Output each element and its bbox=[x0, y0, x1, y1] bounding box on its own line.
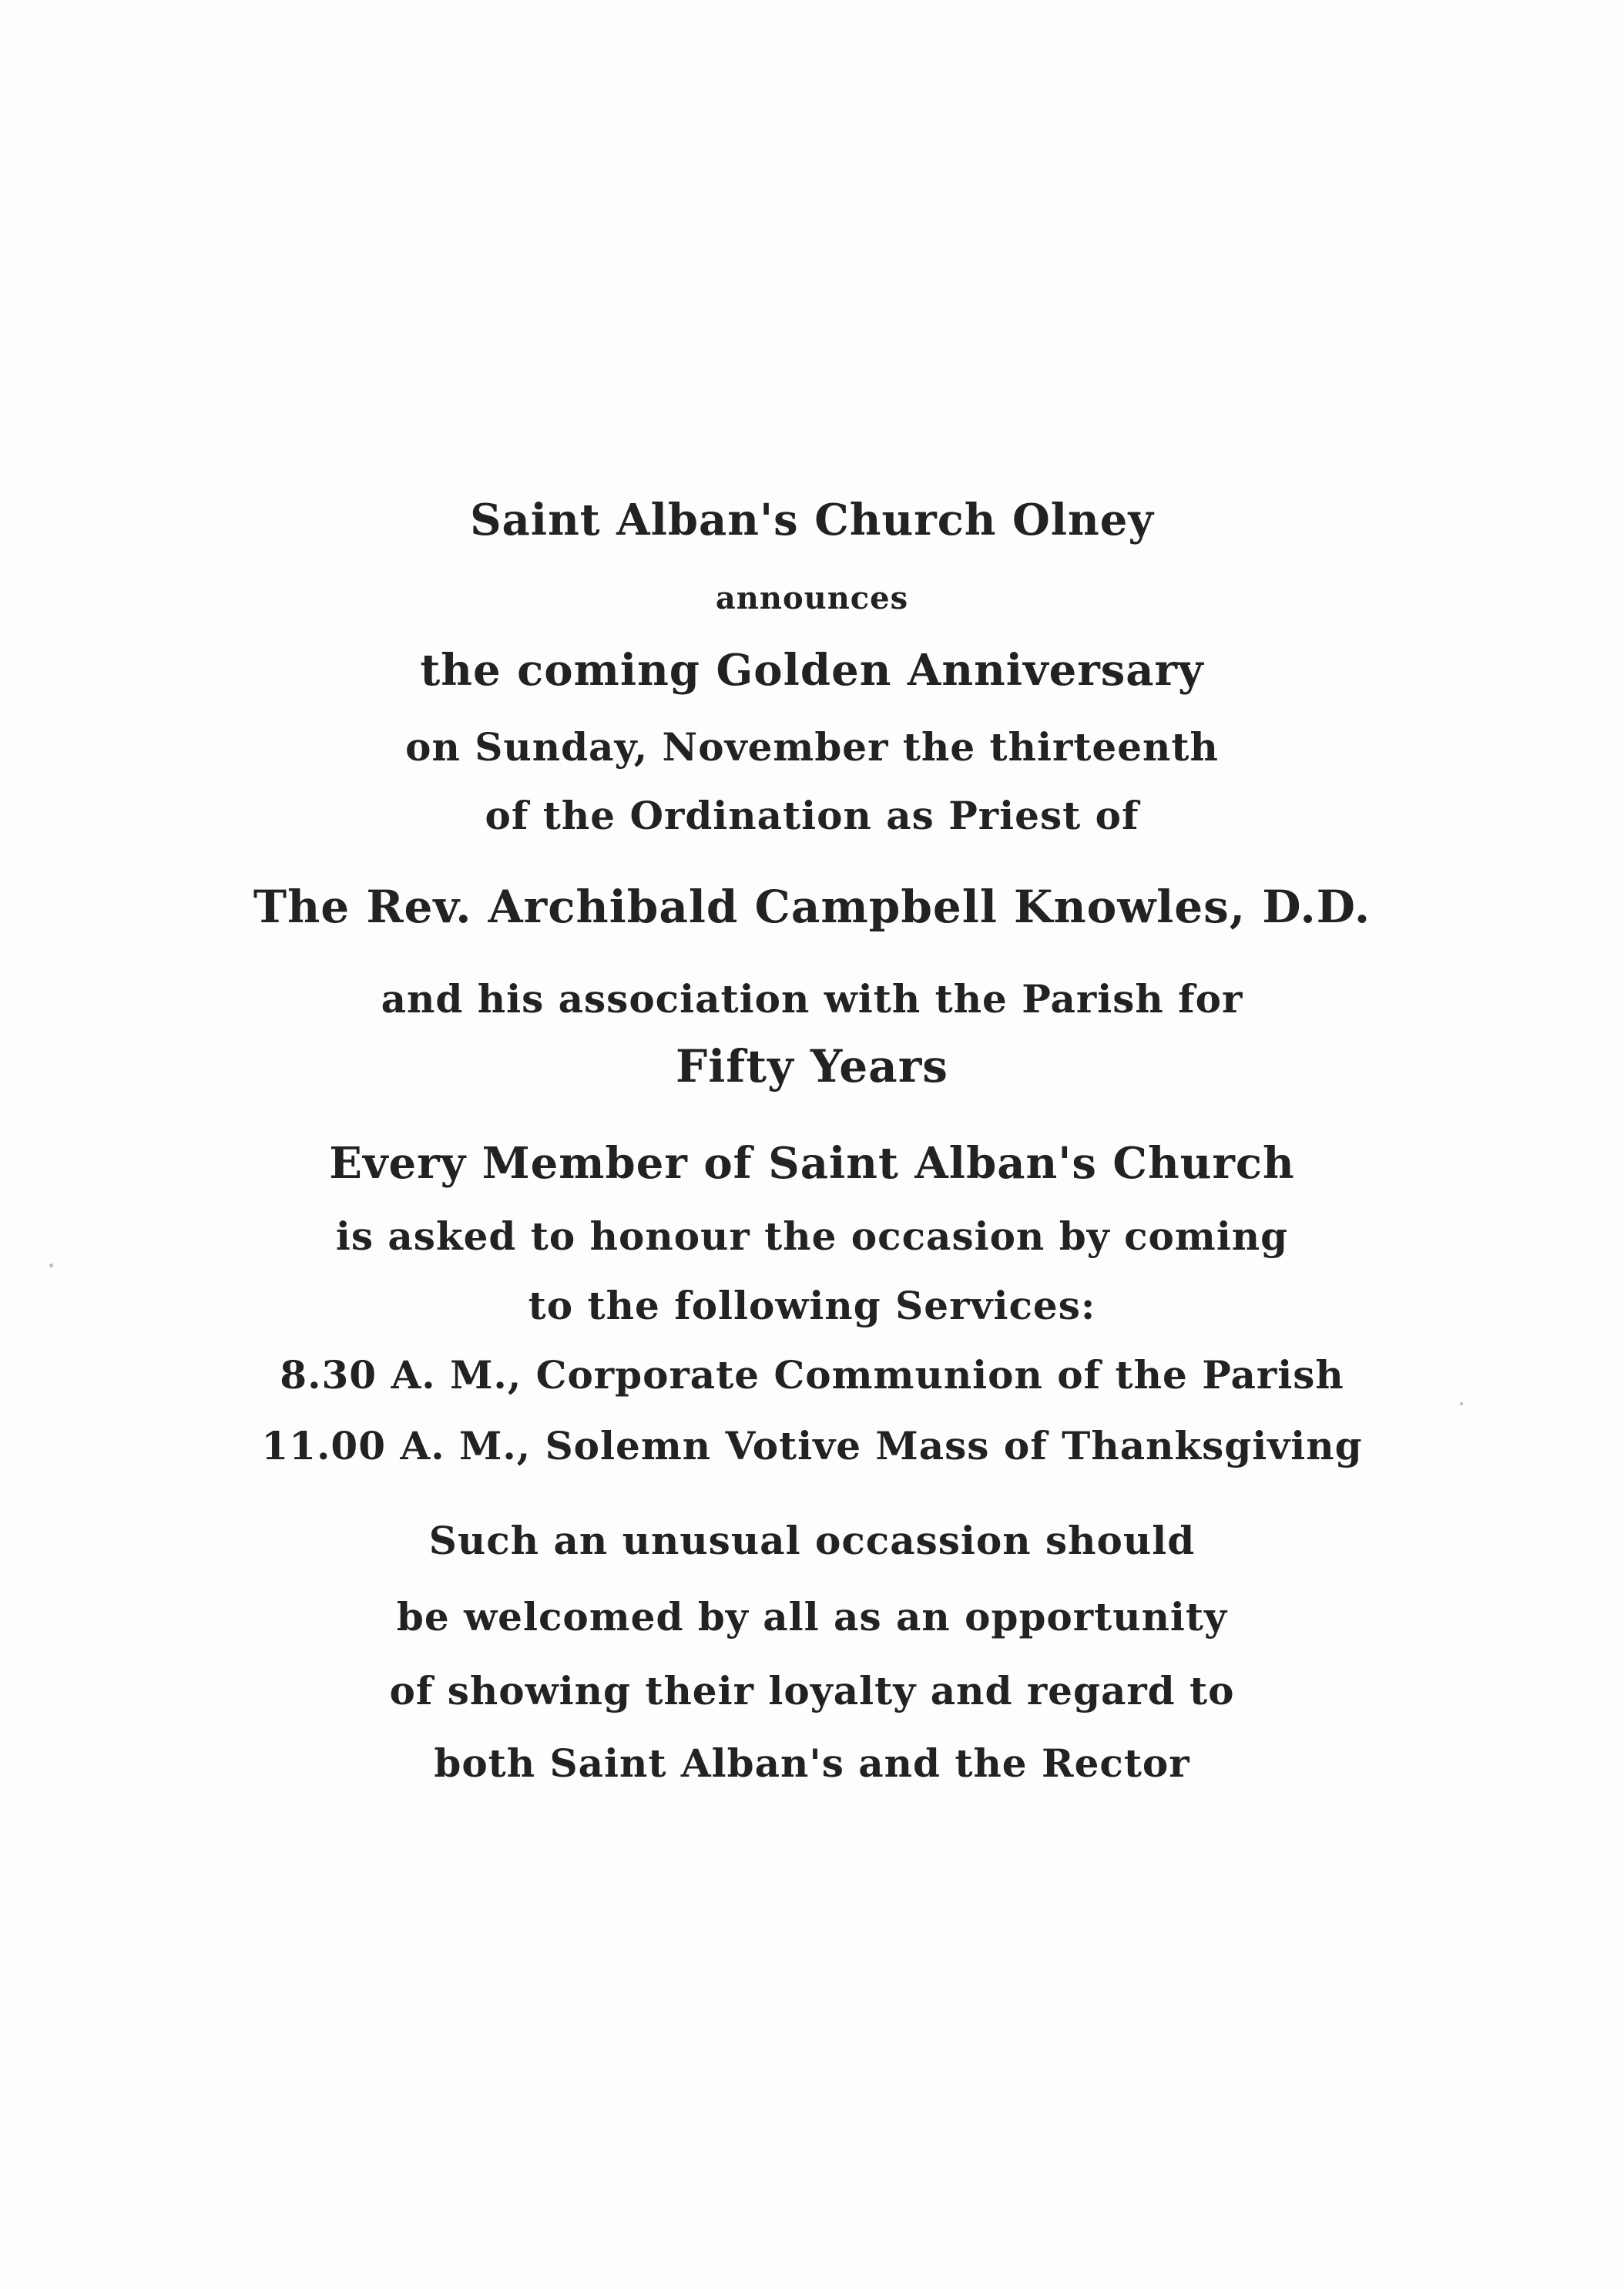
closing-line-4: both Saint Alban's and the Rector bbox=[434, 1740, 1190, 1786]
paper-speck bbox=[49, 1264, 53, 1267]
priest-name: The Rev. Archibald Campbell Knowles, D.D. bbox=[253, 881, 1371, 933]
closing-line-3: of showing their loyalty and regard to bbox=[389, 1668, 1235, 1713]
members-text: Every Member of Saint Alban's Church bbox=[329, 1138, 1295, 1189]
closing-line-2: be welcomed by all as an opportunity bbox=[396, 1594, 1228, 1640]
anniversary-text: the coming Golden Anniversary bbox=[420, 645, 1204, 696]
paper-speck bbox=[1460, 1402, 1463, 1405]
years-text: Fifty Years bbox=[676, 1040, 948, 1092]
ordination-text: of the Ordination as Priest of bbox=[485, 793, 1139, 838]
service-time-1: 8.30 A. M., Corporate Communion of the Parish bbox=[280, 1352, 1344, 1398]
church-name: Saint Alban's Church Olney bbox=[470, 495, 1154, 545]
association-text: and his association with the Parish for bbox=[381, 976, 1243, 1022]
announces-text: announces bbox=[715, 580, 909, 616]
service-time-2: 11.00 A. M., Solemn Votive Mass of Thanksgiving bbox=[261, 1423, 1363, 1468]
date-text: on Sunday, November the thirteenth bbox=[405, 724, 1219, 770]
request-line-2: to the following Services: bbox=[528, 1283, 1096, 1328]
request-line-1: is asked to honour the occasion by coming bbox=[335, 1213, 1289, 1259]
closing-line-1: Such an unusual occassion should bbox=[428, 1518, 1196, 1563]
